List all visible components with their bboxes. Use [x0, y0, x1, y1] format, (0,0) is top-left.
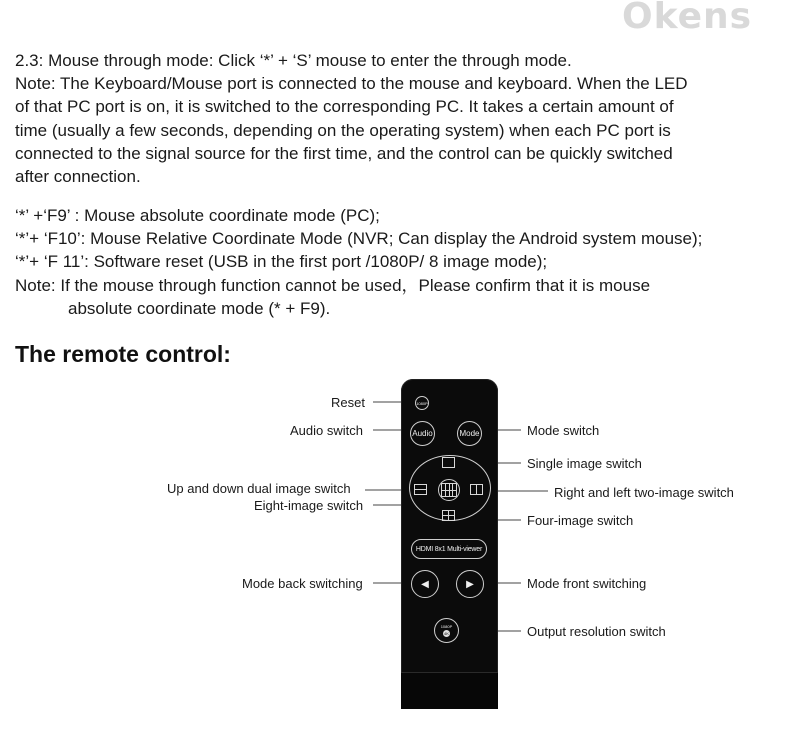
text-line: ‘*’+ ‘F10’: Mouse Relative Coordinate Mode (NVR; Can display the Android system mouse); — [15, 229, 703, 249]
model-label-badge: HDMI 8x1 Multi-viewer — [411, 539, 487, 559]
reset-button[interactable]: 1080P — [415, 396, 429, 410]
mode-button[interactable]: Mode — [457, 421, 482, 446]
text-line: of that PC port is on, it is switched to the corresponding PC. It takes a certain amount of — [15, 97, 674, 117]
text-line: 2.3: Mouse through mode: Click ‘*’ + ‘S’ mouse to enter the through mode. — [15, 51, 572, 70]
section-heading: The remote control: — [15, 341, 231, 367]
text-line: ‘*’+ ‘F 11’: Software reset (USB in the first port /1080P/ 8 image mode); — [15, 252, 548, 272]
text-line: connected to the signal source for the first time, and the control can be quickly switched — [15, 143, 673, 163]
label-single-image: Single image switch — [527, 456, 642, 471]
label-four-image: Four-image switch — [527, 513, 634, 528]
remote-battery-band — [401, 672, 498, 709]
label-output-resolution: Output resolution switch — [527, 624, 666, 639]
res-key-text: 4K — [444, 631, 449, 636]
text-line: Note: The Keyboard/Mouse port is connected to the mouse and keyboard. When the LED — [15, 74, 688, 94]
text-line: absolute coordinate mode (* + F9). — [68, 298, 331, 318]
label-reset: Reset — [331, 395, 365, 410]
label-audio-switch: Audio switch — [290, 423, 363, 438]
label-mode-switch: Mode switch — [527, 423, 600, 438]
audio-button[interactable]: Audio — [410, 421, 435, 446]
remote-control — [401, 379, 498, 708]
label-right-left-two: Right and left two-image switch — [554, 485, 734, 500]
output-resolution-button[interactable] — [434, 618, 459, 643]
label-mode-front: Mode front switching — [527, 576, 647, 591]
text-line: after connection. — [15, 167, 141, 187]
res-top-text: 1080P — [440, 624, 453, 629]
watermark-logo: Okens — [622, 0, 753, 37]
label-mode-back: Mode back switching — [242, 576, 363, 591]
text-line: ‘*’ +‘F9’ : Mouse absolute coordinate mode (PC); — [15, 206, 380, 225]
label-up-down-dual: Up and down dual image switch — [167, 481, 351, 496]
eight-image-icon[interactable] — [441, 483, 457, 497]
four-image-icon[interactable] — [442, 510, 455, 521]
text-line: time (usually a few seconds, depending on the operating system) when each PC port is — [15, 120, 671, 140]
up-down-dual-image-icon[interactable] — [414, 484, 427, 495]
right-left-two-image-icon[interactable] — [470, 484, 483, 495]
label-eight-image: Eight-image switch — [254, 498, 364, 513]
arrow-right-icon: ▶ — [466, 578, 474, 590]
text-line: Note: If the mouse through function cannot be used，Please confirm that it is mouse — [15, 275, 651, 295]
mode-forward-button[interactable] — [456, 570, 484, 598]
mode-back-button[interactable] — [411, 570, 439, 598]
single-image-icon[interactable] — [442, 457, 455, 468]
arrow-left-icon: ◀ — [421, 578, 429, 590]
